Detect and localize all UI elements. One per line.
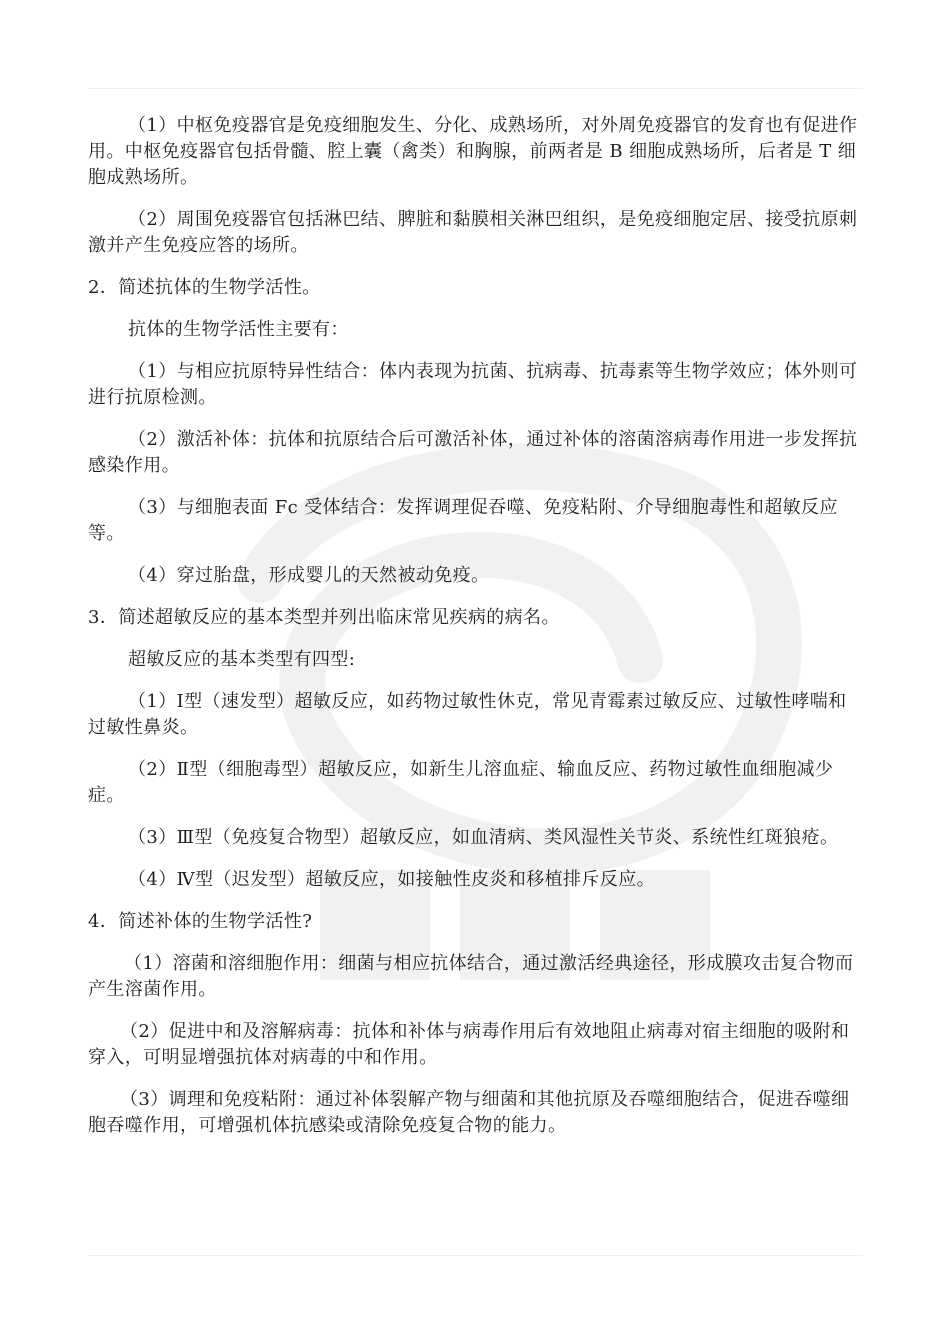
document-body (88, 113, 863, 1139)
antibody-activity-4: （4）穿过胎盘，形成婴儿的天然被动免疫。 (128, 565, 490, 586)
paragraph-central-immune-organs: （1）中枢免疫器官是免疫细胞发生、分化、成熟场所，对外周免疫器官的发育也有促进作用。中枢免疫器官包括骨髓、腔上囊（禽类）和胸腺，前两者是 B 细胞成熟场所，后者是 T 细胞成熟场所。 (88, 115, 858, 188)
question-3-heading: 3．简述超敏反应的基本类型并列出临床常见疾病的病名。 (88, 607, 560, 628)
complement-activity-3: （3）调理和免疫粘附：通过补体裂解产物与细菌和其他抗原及吞噬细胞结合，促进吞噬细胞吞噬作用，可增强机体抗感染或清除免疫复合物的能力。 (88, 1089, 850, 1136)
question-2-heading: 2．简述抗体的生物学活性。 (88, 277, 321, 298)
paragraph-peripheral-immune-organs: （2）周围免疫器官包括淋巴结、脾脏和黏膜相关淋巴组织，是免疫细胞定居、接受抗原刺激并产生免疫应答的场所。 (88, 209, 858, 256)
hypersensitivity-intro: 超敏反应的基本类型有四型: (128, 649, 356, 670)
antibody-activity-1: （1）与相应抗原特异性结合：体内表现为抗菌、抗病毒、抗毒素等生物学效应；体外则可进行抗原检测。 (88, 361, 858, 408)
antibody-activity-3: （3）与细胞表面 Fc 受体结合：发挥调理促吞噬、免疫粘附、介导细胞毒性和超敏反应等。 (88, 497, 838, 544)
complement-activity-1: （1）溶菌和溶细胞作用：细菌与相应抗体结合，通过激活经典途径，形成膜攻击复合物而产生溶菌作用。 (88, 953, 854, 1000)
header-rule (88, 88, 863, 89)
question-4-heading: 4．简述补体的生物学活性? (88, 911, 313, 932)
footer-rule (88, 1255, 863, 1256)
hypersensitivity-type-3: （3）Ⅲ型（免疫复合物型）超敏反应，如血清病、类风湿性关节炎、系统性红斑狼疮。 (128, 827, 839, 848)
hypersensitivity-type-4: （4）Ⅳ型（迟发型）超敏反应，如接触性皮炎和移植排斥反应。 (128, 869, 656, 890)
antibody-activity-2: （2）激活补体：抗体和抗原结合后可激活补体，通过补体的溶菌溶病毒作用进一步发挥抗感染作用。 (88, 429, 858, 476)
hypersensitivity-type-2: （2）Ⅱ型（细胞毒型）超敏反应，如新生儿溶血症、输血反应、药物过敏性血细胞减少症。 (88, 759, 834, 806)
antibody-intro: 抗体的生物学活性主要有： (128, 319, 349, 340)
complement-activity-2: （2）促进中和及溶解病毒：抗体和补体与病毒作用后有效地阻止病毒对宿主细胞的吸附和穿入，可明显增强抗体对病毒的中和作用。 (88, 1021, 850, 1068)
hypersensitivity-type-1: （1）Ⅰ型（速发型）超敏反应，如药物过敏性休克，常见青霉素过敏反应、过敏性哮喘和过敏性鼻炎。 (88, 691, 847, 738)
